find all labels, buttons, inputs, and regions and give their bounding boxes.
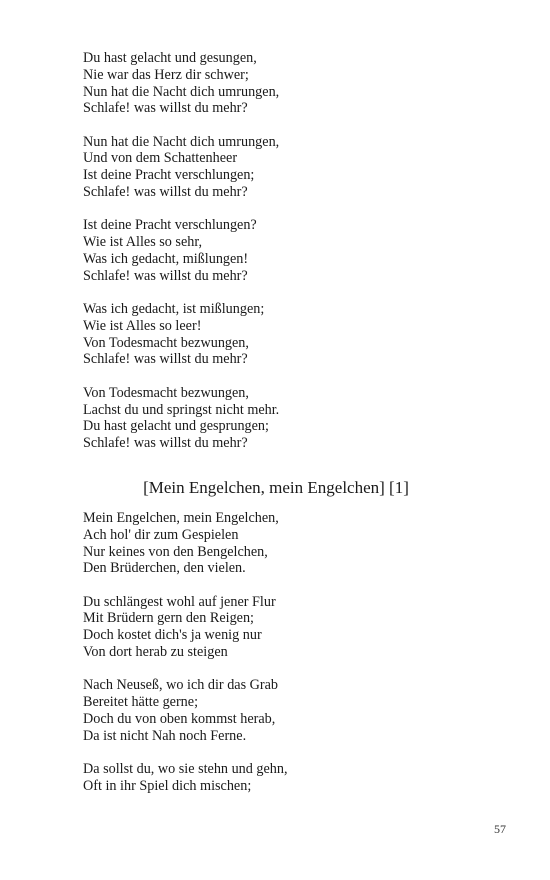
stanza: [83, 761, 503, 795]
verse-line: Nur keines von den Bengelchen,: [83, 543, 268, 560]
verse-line: Ist deine Pracht verschlungen;: [83, 167, 255, 184]
stanza: [83, 677, 503, 744]
verse-line: Wie ist Alles so leer!: [83, 317, 202, 334]
stanza: [83, 301, 503, 368]
page-number: 57: [494, 822, 506, 836]
verse-line: Ach hol' dir zum Gespielen: [83, 526, 239, 543]
poem-2: [83, 510, 503, 795]
stanza: [83, 50, 503, 117]
poem-title: [Mein Engelchen, mein Engelchen] [1]: [143, 477, 409, 497]
verse-line: Von dort herab zu steigen: [83, 644, 228, 661]
verse-line: Lachst du und springst nicht mehr.: [83, 401, 280, 418]
verse-line: Schlafe! was willst du mehr?: [83, 100, 248, 117]
verse-line: Von Todesmacht bezwungen,: [83, 334, 249, 351]
verse-line: Nun hat die Nacht dich umrungen,: [83, 133, 280, 150]
verse-line: Bereitet hätte gerne;: [83, 694, 199, 711]
stanza: [83, 217, 503, 284]
verse-line: Schlafe! was willst du mehr?: [83, 435, 248, 452]
verse-line: Du schlängest wohl auf jener Flur: [83, 593, 276, 610]
stanza: [83, 134, 503, 201]
verse-line: Doch kostet dich's ja wenig nur: [83, 627, 262, 644]
verse-line: Was ich gedacht, mißlungen!: [83, 250, 249, 267]
verse-line: Und von dem Schattenheer: [83, 150, 238, 167]
verse-line: Schlafe! was willst du mehr?: [83, 267, 248, 284]
verse-line: Mein Engelchen, mein Engelchen,: [83, 509, 279, 526]
stanza: [83, 385, 503, 452]
verse-line: Oft in ihr Spiel dich mischen;: [83, 777, 252, 794]
verse-line: Da ist nicht Nah noch Ferne.: [83, 727, 247, 744]
verse-line: Was ich gedacht, ist mißlungen;: [83, 301, 265, 318]
verse-line: Nun hat die Nacht dich umrungen,: [83, 83, 280, 100]
verse-line: Ist deine Pracht verschlungen?: [83, 217, 257, 234]
verse-line: Du hast gelacht und gesprungen;: [83, 418, 269, 435]
verse-line: Da sollst du, wo sie stehn und gehn,: [83, 761, 288, 777]
verse-line: Den Brüderchen, den vielen.: [83, 560, 246, 577]
verse-line: Du hast gelacht und gesungen,: [83, 50, 257, 66]
verse-line: Nach Neuseß, wo ich dir das Grab: [83, 677, 279, 694]
text-block: [83, 50, 503, 795]
verse-line: Nie war das Herz dir schwer;: [83, 66, 249, 83]
verse-line: Wie ist Alles so sehr,: [83, 234, 203, 251]
verse-line: Von Todesmacht bezwungen,: [83, 384, 249, 401]
poem-1: [83, 50, 503, 452]
verse-line: Schlafe! was willst du mehr?: [83, 351, 248, 368]
stanza: [83, 594, 503, 661]
verse-line: Doch du von oben kommst herab,: [83, 710, 276, 727]
verse-line: Schlafe! was willst du mehr?: [83, 184, 248, 201]
verse-line: Mit Brüdern gern den Reigen;: [83, 610, 254, 627]
stanza: [83, 510, 503, 577]
